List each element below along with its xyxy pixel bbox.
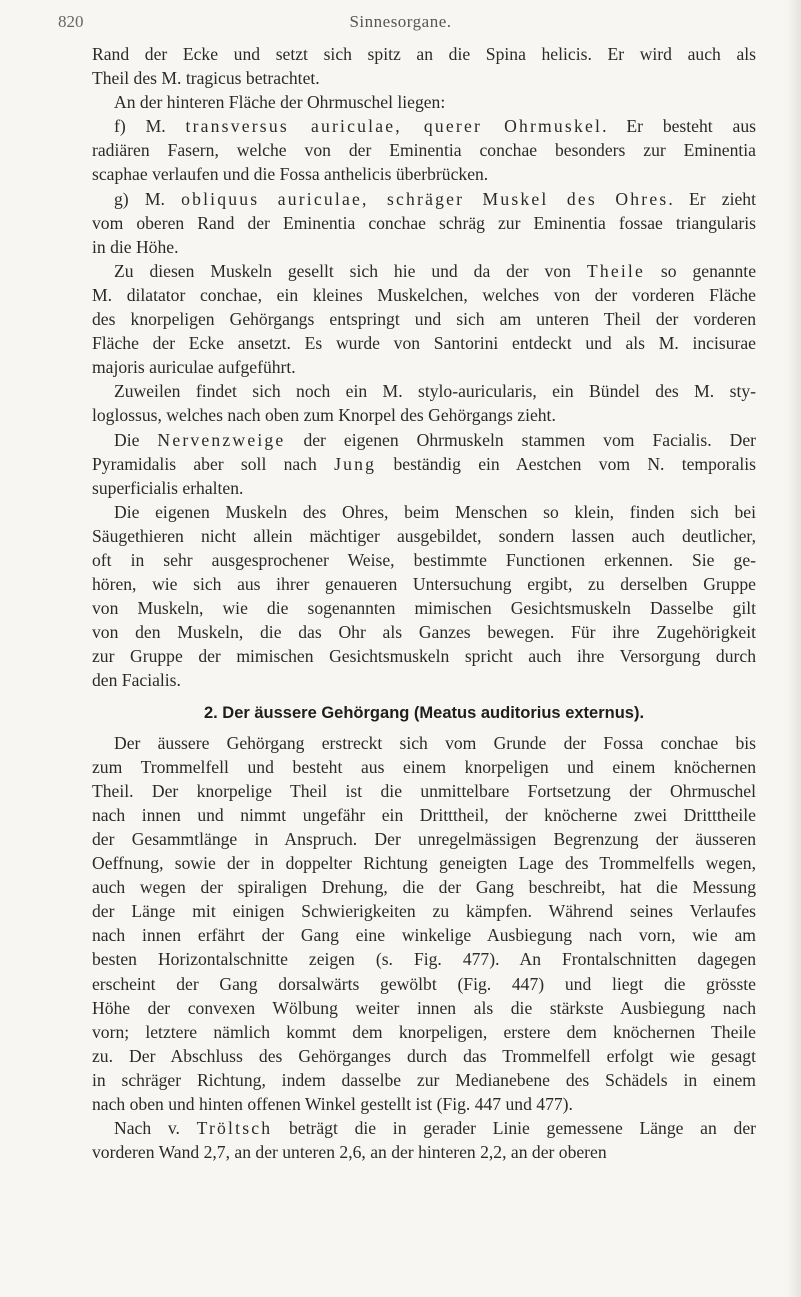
text-line: Der äussere Gehörgang erstreckt sich vom Grunde der Fossa conchae bis xyxy=(114,732,756,753)
text-segment: Nach v. xyxy=(114,1118,197,1139)
text-line xyxy=(92,1116,756,1140)
text-line: Theil des M. tragicus betrachtet. xyxy=(92,68,320,89)
text-line: von den Muskeln, die das Ohr als Ganzes bewegen. Für ihre Zugehörigkeit xyxy=(92,622,756,643)
text-line xyxy=(92,428,756,452)
spaced-emphasis: Jung xyxy=(334,453,377,474)
text-line: nach innen erfährt der Gang eine winkelige Ausbiegung nach vorn, wie am xyxy=(92,925,756,946)
text-line: oft in sehr ausgesprochener Weise, bestimmte Functionen erkennen. Sie ge- xyxy=(92,549,756,570)
text-line: vom oberen Rand der Eminentia conchae schräg zur Eminentia fossae triangularis xyxy=(92,212,756,233)
spaced-emphasis: Nervenzweige xyxy=(157,429,286,450)
text-line: besten Horizontalschnitte zeigen (s. Fig. 477). An Frontalschnitten dagegen xyxy=(92,949,756,970)
running-title: Sinnesorgane. xyxy=(349,12,452,31)
text-line: hören, wie sich aus ihrer genaueren Untersuchung ergibt, zu derselben Gruppe xyxy=(92,574,756,595)
text-line: radiären Fasern, welche von der Eminentia conchae besonders zur Eminentia xyxy=(92,140,756,161)
text-segment: f) M. xyxy=(114,116,186,137)
text-segment: g) M. xyxy=(114,188,182,209)
text-line xyxy=(92,187,756,211)
text-line xyxy=(92,452,756,476)
text-line: der Gesammtlänge in Anspruch. Der unregelmässigen Begrenzung der äusseren xyxy=(92,829,756,849)
text-line: erscheint der Gang dorsalwärts gewölbt (Fig. 447) und liegt die grösste xyxy=(92,973,756,994)
text-line: scaphae verlaufen und die Fossa anthelicis überbrücken. xyxy=(92,164,489,185)
text-line: nach innen und nimmt ungefähr ein Dritttheil, der knöcherne zwei Dritttheile xyxy=(92,804,756,825)
text-line: Fläche der Ecke ansetzt. Es wurde von Santorini entdeckt und als M. incisurae xyxy=(92,333,756,354)
text-line: Säugethieren nicht allein mächtiger ausgebildet, sondern lassen auch deutlicher, xyxy=(92,525,756,546)
page-number: 820 xyxy=(58,12,84,31)
text-line xyxy=(92,114,756,138)
spaced-emphasis: transversus auriculae, querer Ohrmuskel xyxy=(185,116,603,137)
spaced-emphasis: obliquus auriculae, schräger Muskel des Ohres xyxy=(181,188,669,209)
text-line: der Länge mit einigen Schwierigkeiten zu kämpfen. Während seines Verlaufes xyxy=(92,901,756,922)
text-segment: Zu diesen Muskeln gesellt sich hie und da der von xyxy=(114,260,587,281)
text-line: Zuweilen findet sich noch ein M. stylo-auricularis, ein Bündel des M. sty- xyxy=(114,381,756,402)
body-text xyxy=(92,42,756,1164)
text-line: loglossus, welches nach oben zum Knorpel des Gehörgangs zieht. xyxy=(92,405,556,426)
text-line: vorderen Wand 2,7, an der unteren 2,6, an der hinteren 2,2, an der oberen xyxy=(92,1142,607,1163)
text-line: Die eigenen Muskeln des Ohres, beim Menschen so klein, finden sich bei xyxy=(114,501,756,522)
text-line: majoris auriculae aufgeführt. xyxy=(92,357,296,378)
text-line: den Facialis. xyxy=(92,670,181,691)
text-line: superficialis erhalten. xyxy=(92,477,244,498)
text-line: des knorpeligen Gehörgangs entspringt und sich am unteren Theil der vorderen xyxy=(92,309,756,330)
scan-edge-shadow xyxy=(787,0,801,1297)
text-line: Theil. Der knorpelige Theil ist die unmittelbare Fortsetzung der Ohrmuschel xyxy=(92,780,756,801)
page-header xyxy=(0,8,801,38)
text-line: Höhe der convexen Wölbung weiter innen als die stärkste Ausbiegung nach xyxy=(92,997,756,1018)
text-line: zur Gruppe der mimischen Gesichtsmuskeln spricht auch ihre Versorgung durch xyxy=(92,646,756,667)
text-line: Oeffnung, sowie der in doppelter Richtung geneigten Lage des Trommelfells wegen, xyxy=(92,853,756,874)
text-segment: Pyramidalis aber soll nach xyxy=(92,453,335,474)
text-segment: beständig ein Aestchen vom N. temporalis xyxy=(376,453,756,474)
text-line: in schräger Richtung, indem dasselbe zur Medianebene des Schädels in einem xyxy=(92,1069,756,1090)
text-line: An der hinteren Fläche der Ohrmuschel liegen: xyxy=(114,92,446,113)
text-line: auch wegen der spiraligen Drehung, die der Gang beschreibt, hat die Messung xyxy=(92,877,756,898)
text-segment: so genannte xyxy=(645,260,756,281)
text-segment: . Er besteht aus xyxy=(602,116,756,137)
spaced-emphasis: Theile xyxy=(586,260,646,281)
text-line: M. dilatator conchae, ein kleines Muskelchen, welches von der vorderen Fläche xyxy=(92,284,756,305)
section-heading: 2. Der äussere Gehörgang (Meatus auditorius externus). xyxy=(203,703,645,722)
text-segment: . Er zieht xyxy=(668,188,756,209)
text-segment: Die xyxy=(114,429,158,450)
text-line: vorn; letztere nämlich kommt dem knorpeligen, erstere dem knöchernen Theile xyxy=(92,1021,756,1042)
text-line: zum Trommelfell und besteht aus einem knorpeligen und einem knöchernen xyxy=(92,756,756,777)
text-line xyxy=(92,259,756,283)
text-line: von Muskeln, wie die sogenannten mimischen Gesichtsmuskeln Dasselbe gilt xyxy=(92,598,756,619)
text-line: nach oben und hinten offenen Winkel gestellt ist (Fig. 447 und 477). xyxy=(92,1094,573,1115)
text-line: zu. Der Abschluss des Gehörganges durch das Trommelfell erfolgt wie gesagt xyxy=(92,1045,756,1066)
text-line: Rand der Ecke und setzt sich spitz an die Spina helicis. Er wird auch als xyxy=(92,44,756,64)
text-segment: der eigenen Ohrmuskeln stammen vom Facialis. Der xyxy=(285,429,756,450)
text-line: in die Höhe. xyxy=(92,236,179,257)
spaced-emphasis: Tröltsch xyxy=(196,1118,273,1139)
text-segment: beträgt die in gerader Linie gemessene Länge an der xyxy=(272,1118,756,1139)
